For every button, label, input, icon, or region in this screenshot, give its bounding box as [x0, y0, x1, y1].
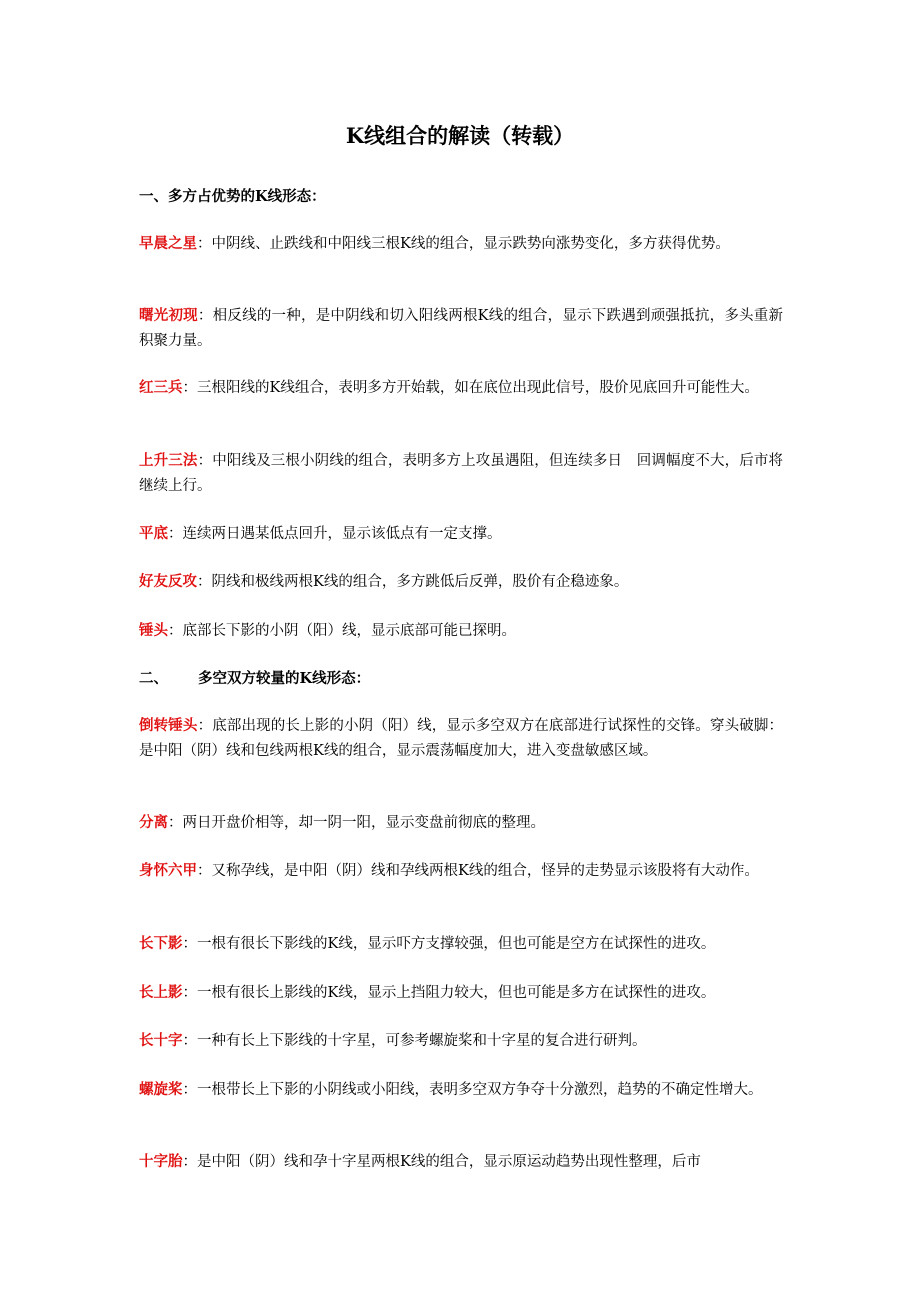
- entry-text: 一种有长上下影线的十字星，可参考螺旋桨和十字星的复合进行研判。: [197, 1033, 647, 1049]
- term-separator: ：: [197, 718, 213, 734]
- entry-morning-star: [139, 231, 783, 257]
- term-separator: ：: [197, 574, 212, 590]
- term-separator: ：: [168, 623, 183, 639]
- section-heading-bullish: [139, 187, 326, 207]
- term-label: 上升三法: [139, 452, 198, 469]
- term-separator: ：: [197, 863, 212, 879]
- entry-text: 底部出现的长上影的小阴（阳）线，显示多空双方在底部进行试探性的交锋。穿头破脚：是中阳（阴）线和包线两根K线的组合，显示震荡幅度加大，进入变盘敏感区域。: [139, 718, 784, 759]
- entry-hammer: [139, 618, 783, 644]
- entry-long-lower-shadow: [139, 931, 783, 957]
- entry-rising-three-methods: [139, 448, 783, 499]
- term-label: 锤头: [139, 622, 168, 639]
- entry-inverted-hammer: [139, 713, 783, 764]
- entry-text: 阴线和极线两根K线的组合，多方跳低后反弹，股价有企稳迹象。: [211, 574, 629, 590]
- entry-text: 两日开盘价相等，却一阴一阳，显示变盘前彻底的整理。: [182, 815, 545, 831]
- entry-text: 三根阳线的K线组合，表明多方开始载，如在底位出现此信号，股价见底回升可能性大。: [197, 380, 759, 396]
- term-label: 曙光初现: [139, 307, 198, 324]
- term-label: 螺旋桨: [139, 1081, 183, 1098]
- entry-text: 一根有很长下影线的K线，显示吓方支撑较强，但也可能是空方在试探性的进攻。: [197, 936, 716, 952]
- term-label: 长上影: [139, 984, 183, 1001]
- entry-harami-cross: [139, 1149, 783, 1175]
- term-label: 身怀六甲: [139, 862, 197, 879]
- entry-text: 底部长下影的小阴（阳）线，显示底部可能已探明。: [182, 623, 516, 639]
- entry-text: 中阳线及三根小阴线的组合，表明多方上攻虽遇阻，但连续多日 回调幅度不大，后市将继续上行。: [139, 453, 784, 494]
- section-heading-text: 一、多方占优势的K线形态：: [139, 188, 326, 205]
- term-label: 长下影: [139, 935, 183, 952]
- entry-long-doji: [139, 1028, 783, 1054]
- term-label: 红三兵: [139, 379, 183, 396]
- term-label: 分离: [139, 814, 168, 831]
- term-separator: ：: [197, 308, 213, 324]
- term-separator: ：: [182, 1033, 197, 1049]
- entry-spinning-top: [139, 1077, 783, 1103]
- term-separator: ：: [182, 936, 197, 952]
- document-title: K线组合的解读（转载）: [345, 123, 575, 148]
- entry-text: 又称孕线，是中阳（阴）线和孕线两根K线的组合，怪异的走势显示该股将有大动作。: [211, 863, 759, 879]
- term-separator: ：: [182, 1082, 197, 1098]
- entry-text: 一根带长上下影的小阴线或小阳线，表明多空双方争夺十分激烈，趋势的不确定性增大。: [197, 1082, 763, 1098]
- entry-flat-bottom: [139, 521, 783, 547]
- term-separator: ：: [182, 380, 197, 396]
- term-separator: ：: [168, 815, 183, 831]
- term-separator: ：: [197, 236, 212, 252]
- entry-text: 连续两日遇某低点回升，显示该低点有一定支撑。: [182, 526, 502, 542]
- entry-harami: [139, 858, 783, 884]
- entry-text: 一根有很长上影线的K线，显示上挡阻力较大，但也可能是多方在试探性的进攻。: [197, 985, 716, 1001]
- term-label: 倒转锤头: [139, 717, 198, 734]
- term-label: 十字胎: [139, 1153, 183, 1170]
- entry-text: 中阴线、止跌线和中阳线三根K线的组合，显示跌势向涨势变化，多方获得优势。: [211, 236, 730, 252]
- entry-long-upper-shadow: [139, 980, 783, 1006]
- entry-dawn-light: [139, 303, 783, 354]
- term-separator: ：: [182, 1154, 197, 1170]
- entry-separating-lines: [139, 810, 783, 836]
- entry-text: 相反线的一种，是中阴线和切入阳线两根K线的组合，显示下跌遇到顽强抵抗，多头重新积聚力量。: [139, 308, 784, 349]
- entry-meeting-lines: [139, 569, 783, 595]
- term-label: 好友反攻: [139, 573, 197, 590]
- term-label: 平底: [139, 525, 168, 542]
- term-separator: ：: [197, 453, 213, 469]
- term-label: 早晨之星: [139, 235, 197, 252]
- section-heading-text: 多空双方较量的K线形态：: [198, 670, 371, 687]
- term-separator: ：: [182, 985, 197, 1001]
- term-label: 长十字: [139, 1032, 183, 1049]
- entry-text: 是中阳（阴）线和孕十字星两根K线的组合，显示原运动趋势出现性整理，后市: [197, 1154, 701, 1170]
- entry-three-red-soldiers: [139, 375, 783, 401]
- section-heading-contest: [139, 669, 370, 689]
- section-heading-number: 二、: [139, 670, 168, 687]
- term-separator: ：: [168, 526, 183, 542]
